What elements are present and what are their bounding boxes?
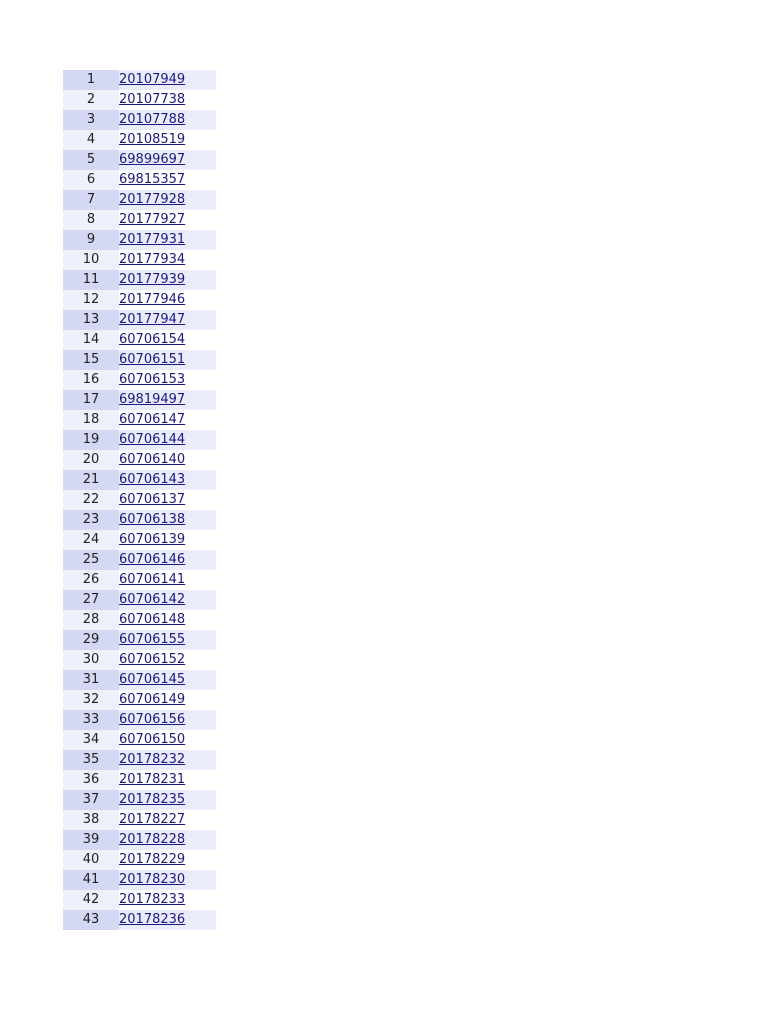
row-link[interactable]: 20178236 [119,912,186,927]
table-row [63,590,216,610]
row-number: 12 [63,290,119,310]
table-row [63,210,216,230]
row-link-cell [119,870,216,890]
row-link-cell [119,570,216,590]
table-row [63,530,216,550]
row-number: 43 [63,910,119,930]
table-row [63,390,216,410]
row-number: 35 [63,750,119,770]
row-link[interactable]: 20108519 [119,132,186,147]
row-number: 6 [63,170,119,190]
row-link[interactable]: 20177947 [119,312,186,327]
table-row [63,110,216,130]
row-link-cell [119,650,216,670]
row-link[interactable]: 20178230 [119,872,186,887]
row-number: 32 [63,690,119,710]
row-number: 1 [63,70,119,90]
table-row [63,790,216,810]
row-number: 5 [63,150,119,170]
table-row [63,770,216,790]
table-row [63,150,216,170]
row-link[interactable]: 20177931 [119,232,186,247]
row-number: 38 [63,810,119,830]
table-row [63,570,216,590]
table-row [63,910,216,930]
row-link[interactable]: 60706139 [119,532,186,547]
row-link-cell [119,670,216,690]
table-row [63,410,216,430]
table-row [63,750,216,770]
row-link-cell [119,450,216,470]
table-row [63,290,216,310]
row-link-cell [119,270,216,290]
table-row [63,890,216,910]
row-link[interactable]: 60706150 [119,732,186,747]
row-number: 15 [63,350,119,370]
table-row [63,630,216,650]
table-row [63,810,216,830]
table-row [63,450,216,470]
row-number: 41 [63,870,119,890]
row-link-cell [119,70,216,90]
row-number: 4 [63,130,119,150]
row-link-cell [119,430,216,450]
row-number: 26 [63,570,119,590]
row-link-cell [119,630,216,650]
row-link[interactable]: 60706147 [119,412,186,427]
row-link[interactable]: 60706153 [119,372,186,387]
row-number: 28 [63,610,119,630]
row-number: 27 [63,590,119,610]
row-link[interactable]: 69815357 [119,172,186,187]
table-row [63,430,216,450]
row-link-cell [119,790,216,810]
row-link[interactable]: 69819497 [119,392,186,407]
row-link[interactable]: 20177946 [119,292,186,307]
table-row [63,710,216,730]
row-link-cell [119,510,216,530]
row-number: 23 [63,510,119,530]
row-number: 34 [63,730,119,750]
row-link-cell [119,750,216,770]
row-number: 3 [63,110,119,130]
row-link[interactable]: 60706154 [119,332,186,347]
table-row [63,470,216,490]
row-link[interactable]: 20178227 [119,812,186,827]
row-link[interactable]: 60706143 [119,472,186,487]
row-link-cell [119,230,216,250]
row-number: 31 [63,670,119,690]
row-link[interactable]: 20178229 [119,852,186,867]
table-row [63,670,216,690]
row-number: 39 [63,830,119,850]
row-link-cell [119,150,216,170]
table-row [63,70,216,90]
row-link-cell [119,110,216,130]
table-row [63,170,216,190]
row-number: 19 [63,430,119,450]
table-row [63,830,216,850]
row-link-cell [119,310,216,330]
row-number: 40 [63,850,119,870]
row-link[interactable]: 20107788 [119,112,186,127]
row-number: 10 [63,250,119,270]
table-row [63,350,216,370]
row-link-cell [119,770,216,790]
row-link-cell [119,530,216,550]
table-row [63,330,216,350]
row-link-cell [119,590,216,610]
row-link-cell [119,130,216,150]
table-row [63,610,216,630]
row-link[interactable]: 20178233 [119,892,186,907]
row-link[interactable]: 60706140 [119,452,186,467]
row-link-cell [119,810,216,830]
row-link[interactable]: 20177927 [119,212,186,227]
row-link[interactable]: 20107738 [119,92,186,107]
row-link[interactable]: 60706144 [119,432,186,447]
table-row [63,650,216,670]
table-row [63,250,216,270]
table-row [63,510,216,530]
row-link[interactable]: 60706149 [119,692,186,707]
row-link-cell [119,910,216,930]
row-link[interactable]: 60706141 [119,572,186,587]
row-link[interactable]: 20107949 [119,72,186,87]
table-row [63,270,216,290]
row-link[interactable]: 60706145 [119,672,186,687]
row-link-cell [119,170,216,190]
table-row [63,130,216,150]
row-number: 30 [63,650,119,670]
table-row [63,90,216,110]
row-number: 24 [63,530,119,550]
row-table [63,70,216,930]
row-link[interactable]: 60706152 [119,652,186,667]
table-row [63,690,216,710]
row-link[interactable]: 20178235 [119,792,186,807]
row-number: 11 [63,270,119,290]
row-number: 17 [63,390,119,410]
row-link[interactable]: 20178228 [119,832,186,847]
row-link-cell [119,390,216,410]
row-link-cell [119,90,216,110]
row-number: 37 [63,790,119,810]
row-number: 29 [63,630,119,650]
row-link[interactable]: 60706156 [119,712,186,727]
row-link-cell [119,470,216,490]
row-link[interactable]: 60706142 [119,592,186,607]
row-link[interactable]: 20178231 [119,772,186,787]
row-number: 7 [63,190,119,210]
row-table-body [63,70,216,930]
row-link-cell [119,290,216,310]
row-link-cell [119,210,216,230]
row-number: 22 [63,490,119,510]
table-row [63,490,216,510]
row-link-cell [119,830,216,850]
row-link[interactable]: 20178232 [119,752,186,767]
row-number: 25 [63,550,119,570]
row-link[interactable]: 20177939 [119,272,186,287]
row-link-cell [119,890,216,910]
row-link[interactable]: 60706138 [119,512,186,527]
row-link[interactable]: 60706146 [119,552,186,567]
row-number: 16 [63,370,119,390]
row-link-cell [119,330,216,350]
row-link[interactable]: 20177934 [119,252,186,267]
row-link-cell [119,690,216,710]
row-link-cell [119,190,216,210]
row-link[interactable]: 60706155 [119,632,186,647]
table-row [63,190,216,210]
row-link[interactable]: 60706137 [119,492,186,507]
row-number: 9 [63,230,119,250]
row-link[interactable]: 60706151 [119,352,186,367]
table-row [63,850,216,870]
row-number: 42 [63,890,119,910]
row-link-cell [119,350,216,370]
row-link[interactable]: 69899697 [119,152,186,167]
row-link-cell [119,410,216,430]
row-number: 8 [63,210,119,230]
row-link[interactable]: 60706148 [119,612,186,627]
row-link-cell [119,250,216,270]
row-number: 20 [63,450,119,470]
row-number: 33 [63,710,119,730]
table-row [63,550,216,570]
table-row [63,870,216,890]
row-number: 13 [63,310,119,330]
row-link-cell [119,850,216,870]
row-number: 2 [63,90,119,110]
row-link-cell [119,730,216,750]
row-link[interactable]: 20177928 [119,192,186,207]
row-number: 14 [63,330,119,350]
row-link-cell [119,550,216,570]
row-link-cell [119,610,216,630]
table-row [63,230,216,250]
row-number: 36 [63,770,119,790]
row-link-cell [119,490,216,510]
table-row [63,730,216,750]
row-number: 21 [63,470,119,490]
row-link-cell [119,710,216,730]
table-row [63,370,216,390]
row-link-cell [119,370,216,390]
row-number: 18 [63,410,119,430]
table-row [63,310,216,330]
